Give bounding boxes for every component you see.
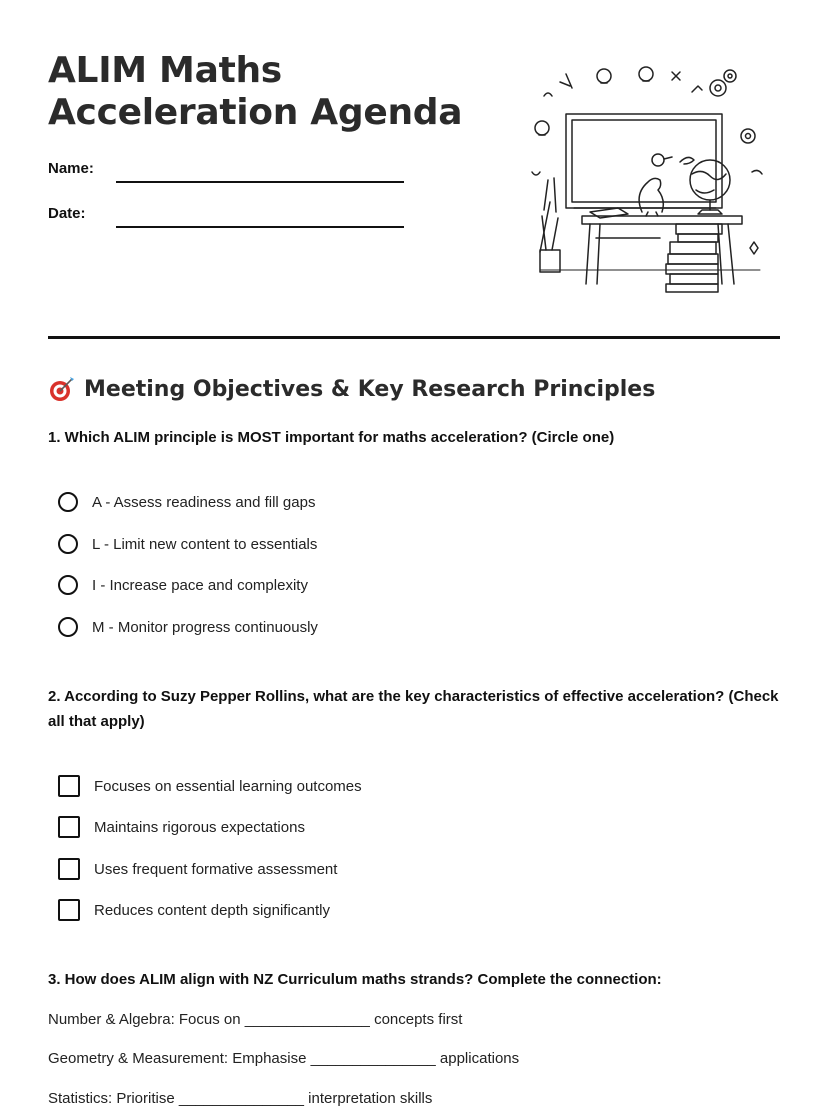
checkbox[interactable] [58, 858, 80, 880]
radio-circle[interactable] [58, 492, 78, 512]
q3-statistics[interactable]: Statistics: Prioritise _______________ interpretation skills [48, 1090, 433, 1107]
date-field[interactable] [116, 226, 404, 228]
name-field[interactable] [116, 181, 404, 183]
q1-option-a[interactable] [58, 492, 315, 512]
section-heading [48, 372, 655, 406]
option-label: Maintains rigorous expectations [94, 818, 305, 836]
option-label: A - Assess readiness and fill gaps [92, 493, 316, 511]
option-label: Focuses on essential learning outcomes [94, 777, 362, 795]
section-divider [48, 336, 780, 339]
q2-option-2[interactable] [58, 816, 305, 838]
title-line-1: ALIM Maths [48, 50, 282, 91]
document-title [48, 50, 462, 134]
classroom-illustration [520, 52, 780, 298]
date-label: Date: [48, 205, 86, 222]
option-label: Uses frequent formative assessment [94, 860, 338, 878]
question-3: 3. How does ALIM align with NZ Curriculum maths strands? Complete the connection: [48, 971, 662, 988]
option-label: I - Increase pace and complexity [92, 576, 308, 594]
checkbox[interactable] [58, 775, 80, 797]
checkbox[interactable] [58, 899, 80, 921]
target-icon [48, 375, 76, 403]
radio-circle[interactable] [58, 617, 78, 637]
q3-number-algebra[interactable]: Number & Algebra: Focus on _______________ concepts first [48, 1011, 463, 1028]
question-1: 1. Which ALIM principle is MOST important for maths acceleration? (Circle one) [48, 429, 615, 446]
q2-option-1[interactable] [58, 775, 362, 797]
q2-option-4[interactable] [58, 899, 330, 921]
radio-circle[interactable] [58, 575, 78, 595]
q1-option-i[interactable] [58, 575, 308, 595]
option-label: M - Monitor progress continuously [92, 618, 318, 636]
q2-option-3[interactable] [58, 858, 337, 880]
checkbox[interactable] [58, 816, 80, 838]
option-label: Reduces content depth significantly [94, 901, 330, 919]
section-title-text: Meeting Objectives & Key Research Principles [84, 376, 656, 402]
radio-circle[interactable] [58, 534, 78, 554]
question-2: 2. According to Suzy Pepper Rollins, what are the key characteristics of effective acceleration? (Check all that apply) [48, 688, 779, 730]
title-line-2: Acceleration Agenda [48, 92, 463, 133]
q3-geometry-measurement[interactable]: Geometry & Measurement: Emphasise _______________ applications [48, 1050, 520, 1067]
name-label: Name: [48, 160, 94, 177]
q1-option-m[interactable] [58, 617, 318, 637]
option-label: L - Limit new content to essentials [92, 535, 318, 553]
q1-option-l[interactable] [58, 534, 317, 554]
